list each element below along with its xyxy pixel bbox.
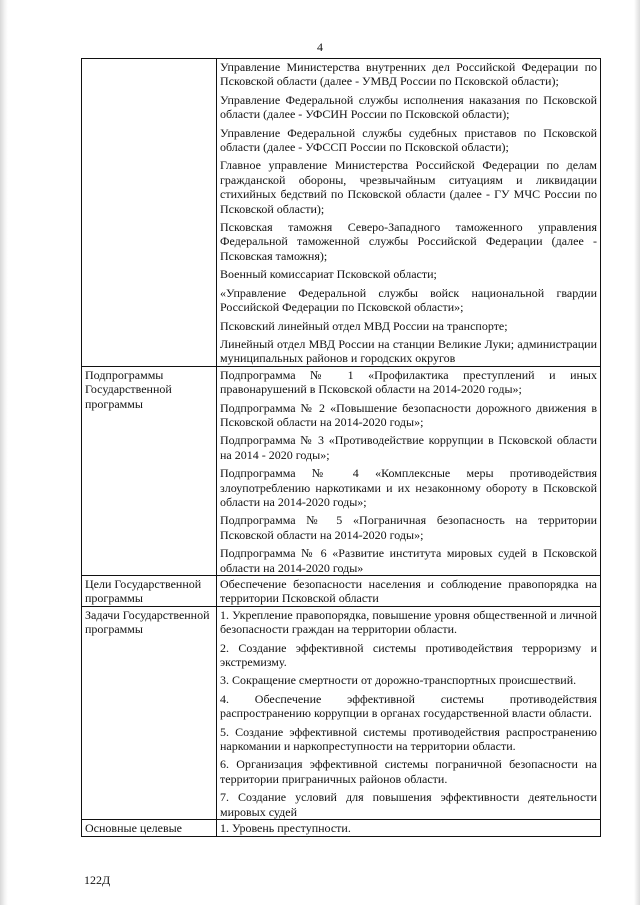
row-item: Военный комиссариат Псковской области; [220,267,437,282]
row-item: 6. Организация эффективной системы пограничной безопасности на территории приграничных районов области. [220,757,597,786]
page-number: 4 [317,40,323,54]
row-item: Управление Федеральной службы исполнения наказания по Псковской области (далее - УФСИН России по Псковской области); [220,92,597,122]
row-item: Подпрограмма № 3 «Противодействие коррупции в Псковской области на 2014 - 2020 годы»; [220,433,597,462]
row-item: 2. Создание эффективной системы противодействия терроризму и экстремизму. [220,640,597,670]
program-passport-table-wrap [81,58,601,855]
row-item: Линейный отдел МВД России на станции Великие Луки; администрации муниципальных районов и городских округов [220,336,597,366]
row-value [217,606,601,819]
row-value [217,59,601,367]
row-item: Подпрограмма № 6 «Развитие института мировых судей в Псковской области на 2014-2020 годы» [220,546,597,575]
table-row [82,366,601,575]
row-label: Основные целевые [82,820,217,836]
row-item: Подпрограмма № 5 «Пограничная безопасность на территории Псковской области на 2014-2020 годы»; [220,513,597,542]
row-item: Подпрограмма № 2 «Повышение безопасности дорожного движения в Псковской области на 2014-2020 годы»; [220,400,597,429]
row-item: Главное управление Министерства Российской Федерации по делам гражданской обороны, чрезвычайным ситуациям и ликвидации стихийных бедствий по Псковской области (далее - ГУ МЧС России по Псковской области); [220,158,597,216]
row-label: Подпрограммы Государственной программы [82,366,217,575]
row-value [217,576,601,607]
table-row [82,606,601,819]
row-item: 3. Сокращение смертности от дорожно-транспортных происшествий. [220,673,577,688]
row-item: Псковская таможня Северо-Западного таможенного управления Федеральной таможенной службы Российской Федерации (далее - Псковская таможня); [220,220,597,263]
table-row [82,820,601,836]
row-value [217,366,601,575]
program-passport-table [81,58,601,837]
scan-edge-left [0,0,8,905]
table-row [82,576,601,607]
row-item: Псковский линейный отдел МВД России на транспорте; [220,318,508,333]
row-value [217,820,601,836]
row-item: Подпрограмма № 4 «Комплексные меры противодействия злоупотреблению наркотиками и их незаконному обороту в Псковской области на 2014-2020 годы»; [220,466,597,509]
table-row [82,59,601,367]
row-item: 5. Создание эффективной системы противодействия распространению наркомании и наркопреступности на территории области. [220,724,597,754]
row-label [82,59,217,367]
row-item: 7. Создание условий для повышения эффективности деятельности мировых судей [220,790,597,819]
row-label: Цели Государственной программы [82,576,217,607]
row-item: «Управление Федеральной службы войск национальной гвардии Российской Федерации по Псковской области»; [220,285,597,315]
row-item: 1. Уровень преступности. [220,821,351,836]
row-item: Управление Федеральной службы судебных приставов по Псковской области (далее - УФССП России по Псковской области); [220,125,597,155]
row-item: 1. Укрепление правопорядка, повышение уровня общественной и личной безопасности граждан на территории области. [220,607,597,637]
row-item: 4. Обеспечение эффективной системы противодействия распространению коррупции в органах государственной власти области. [220,691,597,721]
row-item: Управление Министерства внутренних дел Российской Федерации по Псковской области (далее - УМВД России по Псковской области); [220,60,597,89]
scan-edge-right [634,0,640,905]
row-label: Задачи Государственной программы [82,606,217,819]
row-item: Подпрограмма № 1 «Профилактика преступлений и иных правонарушений в Псковской области на 2014-2020 годы»; [220,367,597,397]
row-item: Обеспечение безопасности населения и соблюдение правопорядка на территории Псковской области [220,577,597,606]
footer-code: 122Д [84,873,111,887]
